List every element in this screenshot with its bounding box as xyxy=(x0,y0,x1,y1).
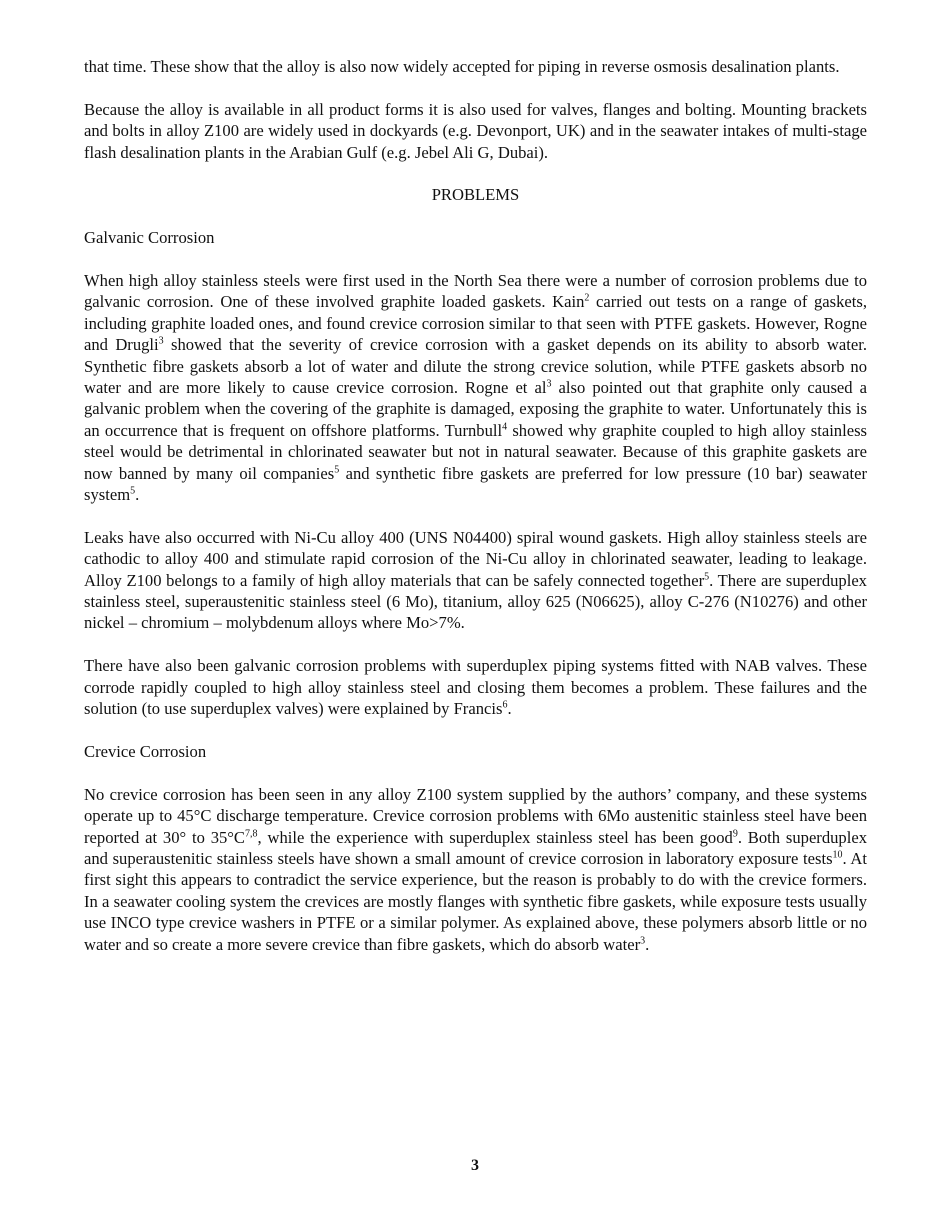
galvanic-corrosion-heading: Galvanic Corrosion xyxy=(84,228,215,248)
page-number: 3 xyxy=(471,1157,479,1174)
crevice-paragraph-1 xyxy=(84,784,867,955)
text-run: . xyxy=(645,934,650,954)
galvanic-paragraph-2 xyxy=(84,527,867,634)
section-title: PROBLEMS xyxy=(431,185,520,205)
document-page xyxy=(84,56,867,976)
text-run: also pointed out that graphite only caused a galvanic problem when the covering of the graphite is damaged, exposing the graphite to water. Unfortunately this is an occurrence that is frequent on offshore platforms. Turnbull xyxy=(84,378,867,440)
text-run: . xyxy=(507,699,512,719)
reference-superscript: 4 xyxy=(502,421,508,433)
text-run: . Both superduplex and superaustenitic stainless steels have shown a small amount of crevice corrosion in laboratory exposure tests xyxy=(84,827,867,868)
reference-superscript: 5 xyxy=(334,464,340,476)
reference-superscript: 3 xyxy=(546,378,552,390)
text-run: No crevice corrosion has been seen in any alloy Z100 system supplied by the authors’ company, and these systems operate up to 45°C discharge temperature. Crevice corrosion problems with 6Mo austenitic stainless steel have been reported at 30° to 35°C xyxy=(84,784,867,847)
crevice-corrosion-heading: Crevice Corrosion xyxy=(84,741,207,761)
galvanic-paragraph-1 xyxy=(84,270,867,505)
intro-paragraph-2: Because the alloy is available in all product forms it is also used for valves, flanges and bolting. Mounting brackets and bolts in alloy Z100 are widely used in dockyards (e.g. Devonport, UK) and in the seawater intakes of multi-stage flash desalination plants in the Arabian Gulf (e.g. Jebel Ali G, Dubai). xyxy=(84,99,867,162)
reference-superscript: 3 xyxy=(640,935,646,946)
reference-superscript: 7,8 xyxy=(245,827,258,839)
text-run: When high alloy stainless steels were first used in the North Sea there were a number of corrosion problems due to galvanic corrosion. One of these involved graphite loaded gaskets. Kain xyxy=(84,271,867,312)
reference-superscript: 6 xyxy=(502,699,508,711)
galvanic-paragraph-3 xyxy=(84,655,867,719)
text-run: and synthetic fibre gaskets are preferred for low pressure (10 bar) seawater system xyxy=(84,463,867,505)
reference-superscript: 5 xyxy=(130,485,136,497)
text-run: Leaks have also occurred with Ni-Cu alloy 400 (UNS N04400) spiral wound gaskets. High alloy stainless steels are cathodic to alloy 400 and stimulate rapid corrosion of the Ni-Cu alloy in chlorinated seawater, leading to leakage. Alloy Z100 belongs to a family of high alloy materials that can be safely connected together xyxy=(84,527,867,590)
reference-superscript: 9 xyxy=(732,827,738,839)
text-run: showed that the severity of crevice corrosion with a gasket depends on its ability to absorb water. Synthetic fibre gaskets absorb a lot of water and dilute the strong crevice solution, while PTFE gaskets absorb no water and are more likely to cause crevice corrosion. Rogne et al xyxy=(84,335,867,398)
reference-superscript: 3 xyxy=(158,335,164,347)
text-run: . At first sight this appears to contradict the service experience, but the reason is probably to do with the crevice formers. In a seawater cooling system the crevices are mostly flanges with synthetic fibre gaskets, while exposure tests usually use INCO type crevice washers in PTFE or a similar polymer. As explained above, these polymers absorb little or no water and so create a more severe crevice than fibre gaskets, which do absorb water xyxy=(84,848,867,954)
reference-superscript: 5 xyxy=(704,571,710,583)
text-run: . xyxy=(135,485,140,505)
text-run: carried out tests on a range of gaskets, including graphite loaded ones, and found crevice corrosion similar to that seen with PTFE gaskets. However, Rogne and Drugli xyxy=(84,292,867,355)
text-run: , while the experience with superduplex stainless steel has been good xyxy=(257,827,733,847)
text-run: . There are superduplex stainless steel, superaustenitic stainless steel (6 Mo), titanium, alloy 625 (N06625), alloy C-276 (N10276) and other nickel – chromium – molybdenum alloys where Mo>7%. xyxy=(84,570,867,633)
text-run: showed why graphite coupled to high alloy stainless steel would be detrimental in chlorinated seawater but not in natural seawater. Because of this graphite gaskets are now banned by many oil companies xyxy=(84,420,867,483)
reference-superscript: 2 xyxy=(584,292,590,304)
intro-paragraph-1: that time. These show that the alloy is also now widely accepted for piping in reverse osmosis desalination plants. xyxy=(84,57,840,76)
reference-superscript: 10 xyxy=(832,849,843,861)
text-run: There have also been galvanic corrosion problems with superduplex piping systems fitted with NAB valves. These corrode rapidly coupled to high alloy stainless steel and closing them becomes a problem. These failures and the solution (to use superduplex valves) were explained by Francis xyxy=(84,656,867,719)
